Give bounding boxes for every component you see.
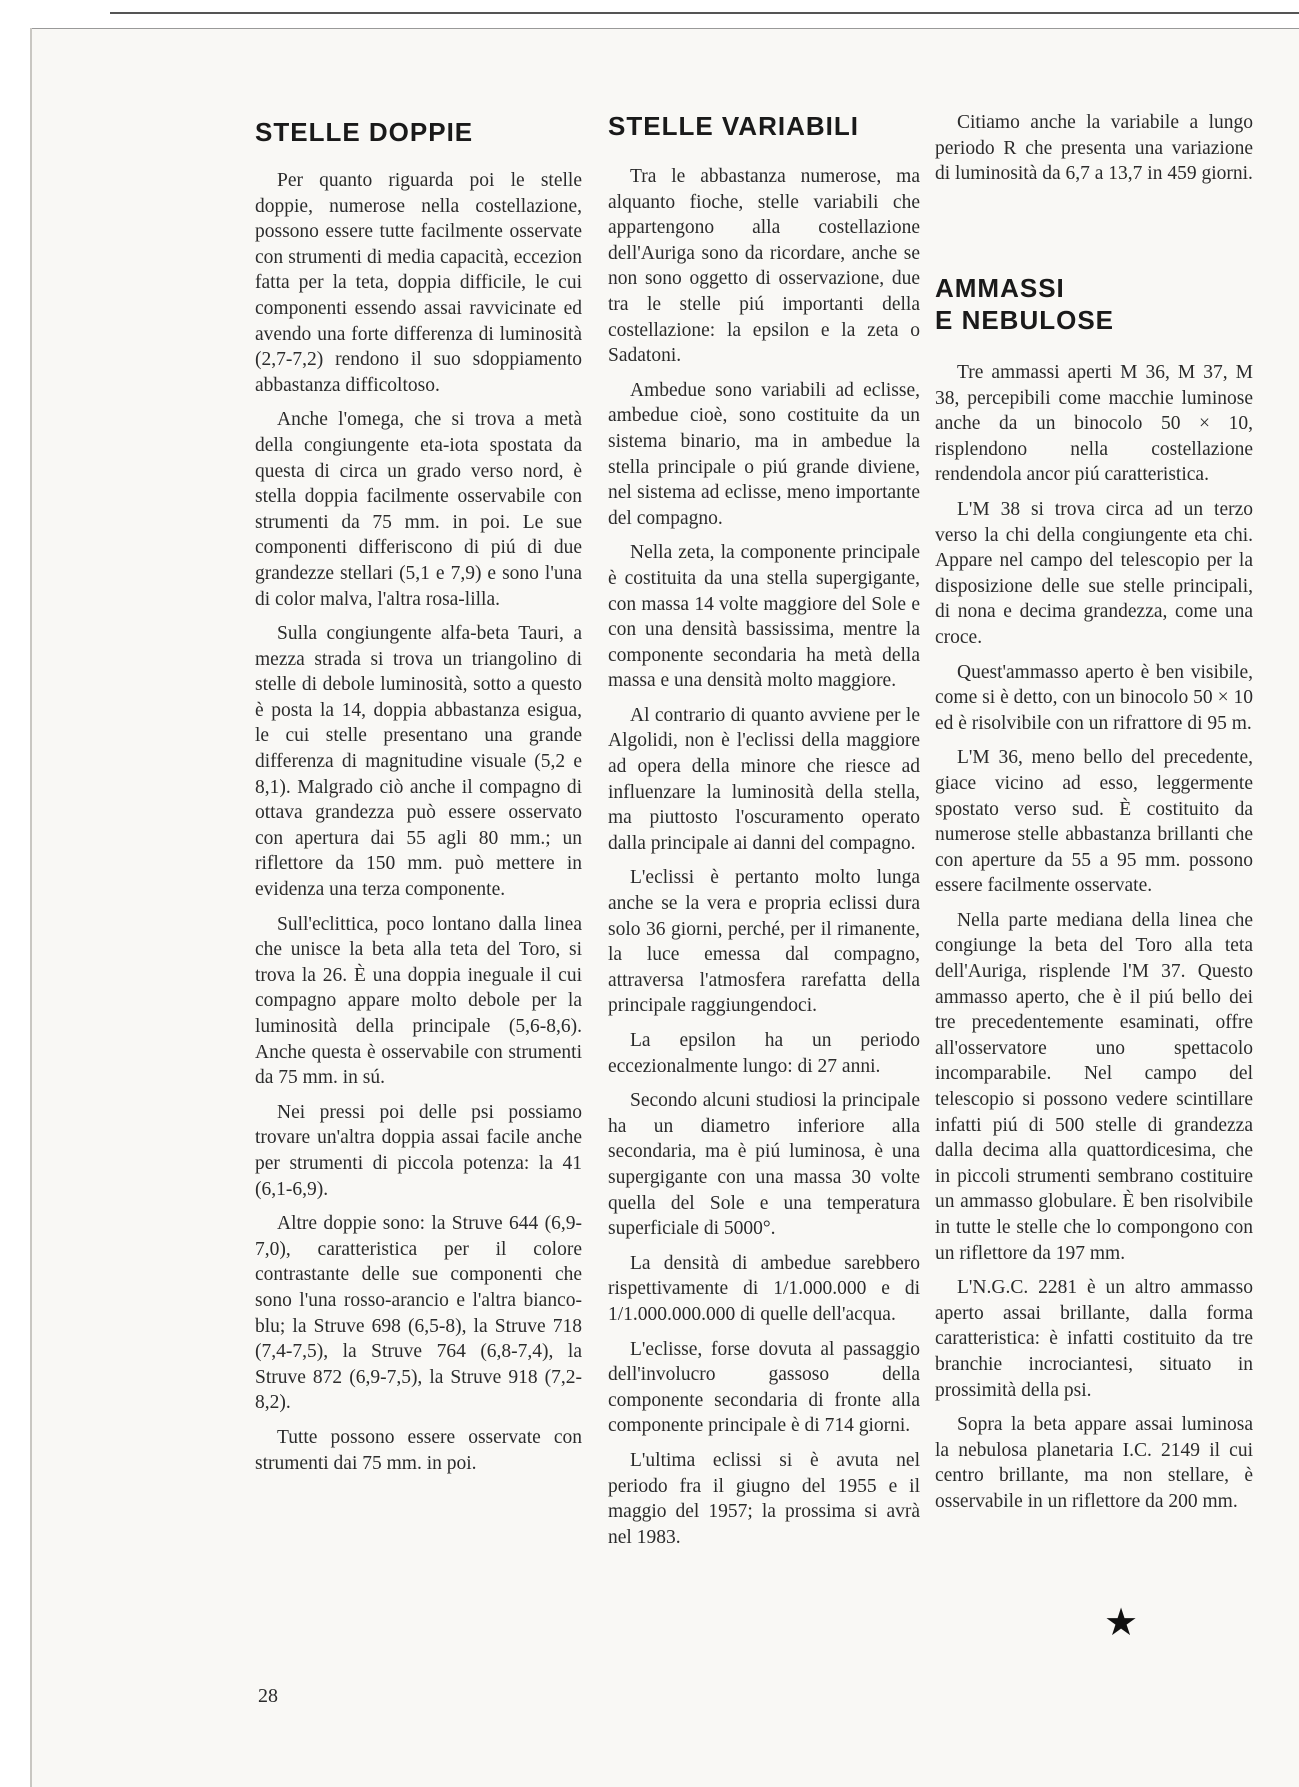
paragraph: L'N.G.C. 2281 è un altro ammasso aperto assai brillante, dalla forma caratteristica: è infatti costituito da tre branchie incrociantesi, situato in prossimità della psi.	[935, 1277, 1253, 1401]
paragraph: L'eclissi è pertanto molto lunga anche se la vera e propria eclissi dura solo 36 giorni, perché, per il rimanente, la luce emessa dal compagno, attraversa l'atmosfera rarefatta della principale raggiungendoci.	[608, 867, 920, 1017]
paragraph: Tra le abbastanza numerose, ma alquanto fioche, stelle variabili che appartengono alla costellazione dell'Auriga sono da ricordare, anche se non sono oggetto di osservazione, due tra le stelle piú importanti della costellazione: la epsilon e la zeta o Sadatoni.	[608, 166, 920, 367]
page-edge-line-inner	[30, 28, 1299, 29]
paragraph: L'ultima eclissi si è avuta nel periodo fra il giugno del 1955 e il maggio del 1957; la prossima si avrà nel 1983.	[608, 1449, 920, 1548]
section-heading: AMMASSI E NEBULOSE	[935, 273, 1115, 335]
paragraph: L'M 38 si trova circa ad un terzo verso la chi della congiungente eta chi. Appare nel campo del telescopio per la disposizione delle sue stelle principali, di nona e decima grandezza, come una croce.	[935, 498, 1253, 648]
paragraph: Altre doppie sono: la Struve 644 (6,9-7,0), caratteristica per il colore contrastante delle sue componenti che sono l'una rosso-arancio e l'altra bianco-blu; la Struve 698 (6,5-8), la Struve 718 (7,4-7,5), la Struve 764 (6,8-7,4), la Struve 872 (6,9-7,5), la Struve 918 (7,2-8,2).	[255, 1213, 582, 1414]
section-body	[608, 164, 920, 1559]
paragraph: La densità di ambedue sarebbero rispettivamente di 1/1.000.000 e di 1/1.000.000.000 di quelle dell'acqua.	[608, 1252, 920, 1325]
intro-text	[935, 110, 1253, 196]
paragraph: Ambedue sono variabili ad eclisse, ambedue cioè, sono costituite da un sistema binario, ma in ambedue la stella principale o piú grande diviene, nel sistema ad eclisse, meno importante del compagno.	[608, 379, 920, 529]
paragraph: Sulla congiungente alfa-beta Tauri, a mezza strada si trova un triangolino di stelle di debole luminosità, sotto a questo è posta la 14, doppia abbastanza esigua, le cui stelle presentano una grande differenza di magnitudine visuale (5,2 e 8,1). Malgrado ciò anche il compagno di ottava grandezza può essere osservato con apertura dai 55 agli 80 mm.; un riflettore da 150 mm. può mettere in evidenza una terza componente.	[255, 623, 582, 901]
section-body	[255, 168, 582, 1485]
section-heading: STELLE DOPPIE	[255, 117, 474, 147]
paragraph: Sull'eclittica, poco lontano dalla linea che unisce la beta alla teta del Toro, si trova la 26. È una doppia ineguale il cui compagno appare molto debole per la luminosità della principale (5,6-8,6). Anche questa è osservabile con strumenti da 75 mm. in sú.	[255, 913, 582, 1089]
page-number: 28	[258, 1685, 278, 1707]
paragraph: Quest'ammasso aperto è ben visibile, come si è detto, con un binocolo 50 × 10 ed è risolvibile con un rifrattore di 95 m.	[935, 661, 1253, 734]
paragraph: Secondo alcuni studiosi la principale ha un diametro inferiore alla secondaria, ma è piú luminosa, è una supergigante con una massa 30 volte quella del Sole e una temperatura superficiale di 5000°.	[608, 1090, 920, 1240]
paragraph: Nei pressi poi delle psi possiamo trovare un'altra doppia assai facile anche per strumenti di piccola potenza: la 41 (6,1-6,9).	[255, 1101, 582, 1200]
paragraph: Citiamo anche la variabile a lungo periodo R che presenta una variazione di luminosità da 6,7 a 13,7 in 459 giorni.	[935, 112, 1253, 185]
paragraph: Sopra la beta appare assai luminosa la nebulosa planetaria I.C. 2149 il cui centro brillante, ma non stellare, è osservabile in un riflettore da 200 mm.	[935, 1414, 1253, 1512]
section-body	[935, 360, 1253, 1524]
paragraph: L'eclisse, forse dovuta al passaggio dell'involucro gassoso della componente secondaria di fronte alla componente principale è di 714 giorni.	[608, 1338, 920, 1437]
paragraph: La epsilon ha un periodo eccezionalmente lungo: di 27 anni.	[608, 1030, 920, 1077]
paragraph: Al contrario di quanto avviene per le Algolidi, non è l'eclissi della maggiore ad opera della minore che riesce ad influenzare la luminosità della stella, ma piuttosto l'oscuramento operato dalla principale ai danni del compagno.	[608, 704, 920, 854]
end-star-icon: ★	[1104, 1600, 1139, 1644]
paragraph: Nella parte mediana della linea che congiunge la beta del Toro alla teta dell'Auriga, risplende l'M 37. Questo ammasso aperto, che è il piú bello dei tre precedentemente esaminati, offre all'osservatore uno spettacolo incomparabile. Nel campo del telescopio si possono vedere scintillare infatti piú di 500 stelle di grandezza dalla decima alla quattordicesima, che in piccoli strumenti sembrano costituire un ammasso globulare. È ben risolvibile in tutte le stelle che lo compongono con un riflettore da 197 mm.	[935, 909, 1253, 1264]
paragraph: L'M 36, meno bello del precedente, giace vicino ad esso, leggermente spostato verso sud. È costituito da numerose stelle abbastanza brillanti che con aperture da 55 a 95 mm. possono essere facilmente osservate.	[935, 747, 1253, 897]
paragraph: Tutte possono essere osservate con strumenti dai 75 mm. in poi.	[255, 1426, 582, 1474]
paragraph: Anche l'omega, che si trova a metà della congiungente eta-iota spostata da questa di circa un grado verso nord, è stella doppia facilmente osservabile con strumenti da 75 mm. in poi. Le sue componenti differiscono di piú di due grandezze stellari (5,1 e 7,9) e sono l'una di color malva, l'altra rosa-lilla.	[255, 409, 582, 610]
page-edge-line	[110, 12, 1299, 14]
page-left-edge	[30, 28, 32, 1787]
paragraph: Tre ammassi aperti M 36, M 37, M 38, percepibili come macchie luminose anche da un binocolo 50 × 10, risplendono nella costellazione rendendola ancor piú caratteristica.	[935, 362, 1253, 486]
paragraph: Per quanto riguarda poi le stelle doppie, numerose nella costellazione, possono essere tutte facilmente osservate con strumenti di media capacità, eccezion fatta per la teta, doppia difficile, le cui componenti essendo assai ravvicinate ed avendo una forte differenza di luminosità (2,7-7,2) rendono il suo sdoppiamento abbastanza difficoltoso.	[255, 170, 582, 396]
section-heading: STELLE VARIABILI	[608, 111, 859, 141]
paragraph: Nella zeta, la componente principale è costituita da una stella supergigante, con massa 14 volte maggiore del Sole e con una densità bassissima, mentre la componente secondaria ha metà della massa e una densità molto maggiore.	[608, 542, 920, 692]
